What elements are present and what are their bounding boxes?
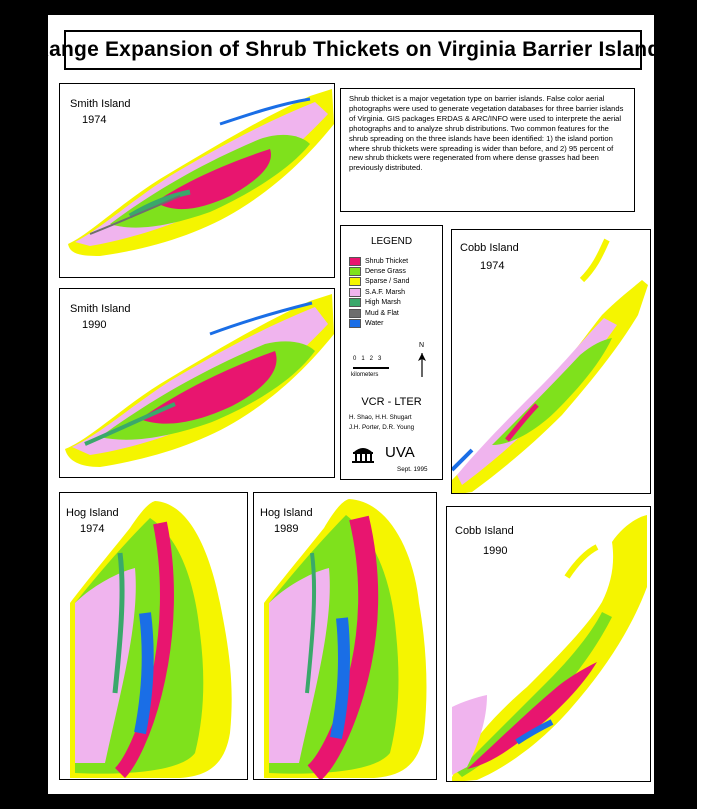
legend-swatch	[349, 257, 361, 266]
legend-swatch	[349, 309, 361, 318]
map-panel-hog-1989	[253, 492, 437, 780]
map-island-label: Hog Island	[66, 507, 119, 519]
map-panel-smith-1990	[59, 288, 335, 478]
legend-swatch	[349, 267, 361, 276]
map-panel-cobb-1974	[451, 229, 651, 494]
description-box: Shrub thicket is a major vegetation type on barrier islands. False color aerial photographs were used to generate vegetation databases for three barrier islands of Virginia. GIS packages ERDAS & ARC/INFO were used to interprete the aerial photographs and to analyze shrub distributions. Two common features for the shrub spreading on the three islands have been identified: 1) the island portion where shrub thickets were spreading is wider than before, and 2) 95 percent of new shrub thickets were regenerated from where dense grasses had been previously distributed.	[340, 88, 635, 212]
map-island-label: Cobb Island	[455, 525, 514, 537]
smith-1990-map	[60, 289, 335, 478]
map-panel-cobb-1990	[446, 506, 651, 782]
legend-label: Dense Grass	[365, 268, 406, 276]
legend-item	[349, 298, 409, 308]
map-panel-smith-1974	[59, 83, 335, 278]
legend-label: High Marsh	[365, 299, 401, 307]
map-island-label: Smith Island	[70, 303, 131, 315]
map-island-label: Cobb Island	[460, 242, 519, 254]
map-year-label: 1974	[80, 523, 105, 535]
map-island-label: Hog Island	[260, 507, 313, 519]
legend-label: S.A.F. Marsh	[365, 288, 406, 296]
legend-swatch	[349, 288, 361, 297]
map-year-label: 1974	[82, 114, 107, 126]
right-margin	[697, 0, 720, 809]
credits-authors-1: H. Shao, H.H. Shugart	[349, 414, 412, 421]
poster-title: Range Expansion of Shrub Thickets on Virginia Barrier Islands	[64, 30, 642, 70]
legend-label: Water	[365, 320, 384, 328]
map-year-label: 1974	[480, 260, 505, 272]
credits-institution: UVA	[385, 444, 415, 461]
cobb-1990-map	[447, 507, 651, 782]
legend-box	[340, 225, 443, 480]
legend-item	[349, 287, 409, 297]
legend-item	[349, 266, 409, 276]
scale-ticks: 0 1 2 3	[353, 356, 382, 362]
legend-swatch	[349, 298, 361, 307]
legend-item	[349, 256, 409, 266]
scale-bar	[353, 367, 389, 369]
credits-authors-2: J.H. Porter, D.R. Young	[349, 424, 415, 431]
hog-1974-map	[60, 493, 248, 780]
rotunda-logo-icon	[351, 444, 375, 464]
legend-swatch	[349, 277, 361, 286]
north-arrow-icon	[413, 351, 433, 381]
map-year-label: 1990	[483, 545, 508, 557]
legend-label: Sparse / Sand	[365, 278, 410, 286]
map-year-label: 1989	[274, 523, 299, 535]
map-island-label: Smith Island	[70, 98, 131, 110]
legend-item	[349, 308, 409, 318]
credits-date: Sept. 1995	[397, 466, 428, 473]
hog-1989-map	[254, 493, 437, 780]
legend-label: Shrub Thicket	[365, 257, 409, 265]
legend-list	[349, 256, 409, 329]
legend-title: LEGEND	[370, 236, 413, 247]
legend-item	[349, 277, 409, 287]
credits-project: VCR - LTER	[361, 396, 422, 408]
legend-label: Mud & Flat	[365, 309, 399, 317]
north-label: N	[419, 342, 425, 349]
map-panel-hog-1974	[59, 492, 248, 780]
scale-unit: kilometers	[351, 372, 379, 378]
map-year-label: 1990	[82, 319, 107, 331]
legend-item	[349, 318, 409, 328]
legend-swatch	[349, 319, 361, 328]
